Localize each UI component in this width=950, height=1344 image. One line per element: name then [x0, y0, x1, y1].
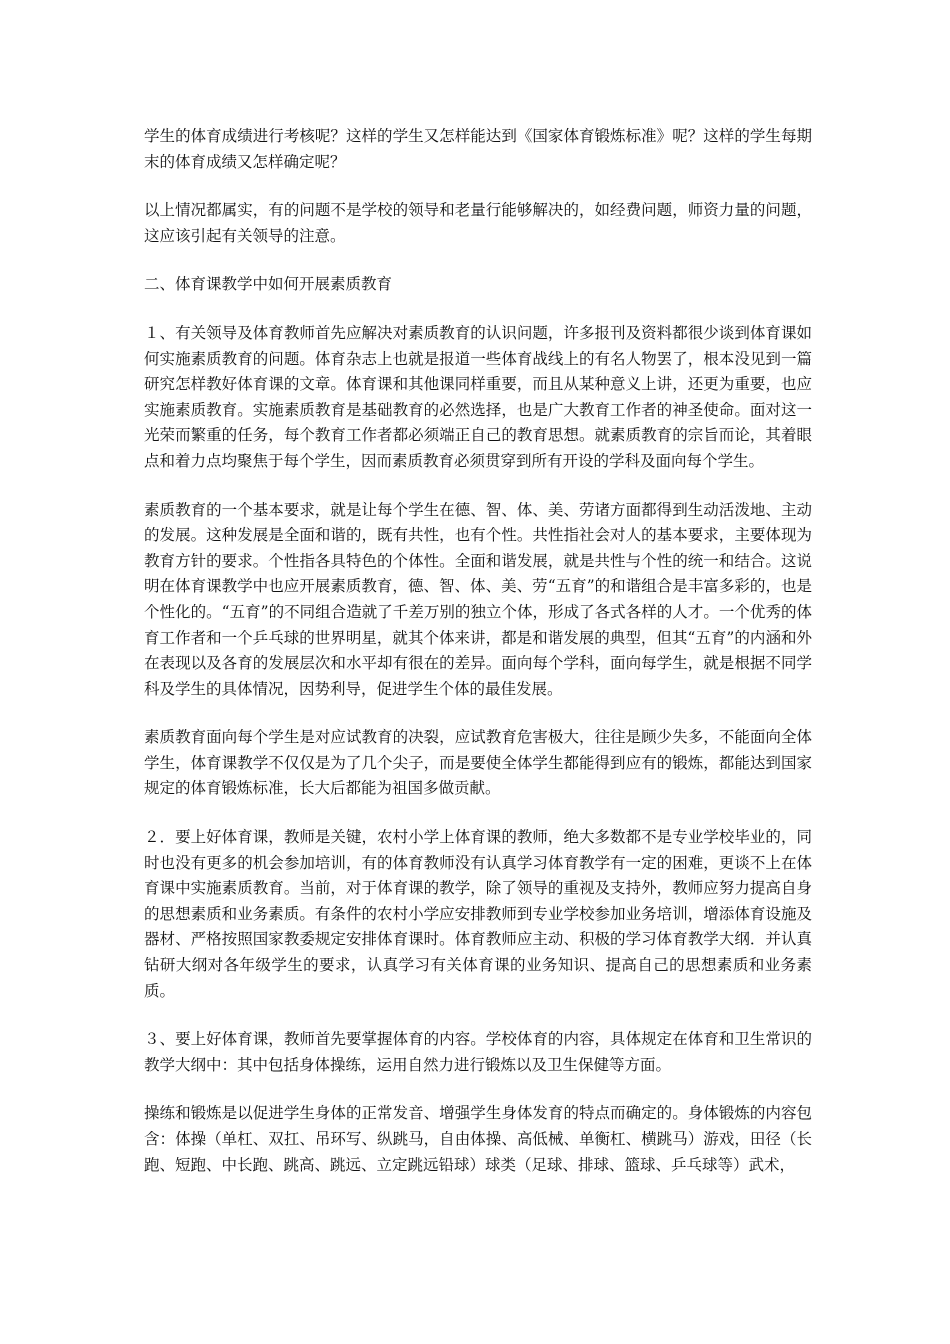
paragraph-funding-issue: 以上情况都属实，有的问题不是学校的领导和老量行能够解决的，如经费问题，师资力量的问题，这应该引起有关领导的注意。	[144, 201, 812, 245]
document-page	[144, 124, 812, 1201]
paragraph-intro-continuation: 学生的体育成绩进行考核呢？这样的学生又怎样能达到《国家体育锻炼标准》呢？这样的学生每期末的体育成绩又怎样确定呢？	[144, 127, 812, 171]
paragraph-exercise-content: 操练和锻炼是以促进学生身体的正常发音、增强学生身体发育的特点而确定的。身体锻炼的内容包含：体操（单杠、双扛、吊环写、纵跳马，自由体操、高低械、单衡杠、横跳马）游戏，田径（长跑、短跑、中长跑、跳高、跳远、立定跳远铅球）球类（足球、排球、篮球、乒乓球等）武术，	[144, 1104, 812, 1174]
paragraph-point-1: １、有关领导及体育教师首先应解决对素质教育的认识问题，许多报刊及资料都很少谈到体育课如何实施素质教育的问题。体育杂志上也就是报道一些体育战线上的有名人物罢了，根本没见到一篇研究怎样教好体育课的文章。体育课和其他课同样重要，而且从某种意义上讲，还更为重要，也应实施素质教育。实施素质教育是基础教育的必然选择，也是广大教育工作者的神圣使命。面对这一光荣而繁重的任务，每个教育工作者都必须端正自己的教育思想。就素质教育的宗旨而论，其着眼点和着力点均聚焦于每个学生，因而素质教育必须贯穿到所有开设的学科及面向每个学生。	[144, 323, 812, 470]
paragraph-point-2: ２．要上好体育课，教师是关键，农村小学上体育课的教师，绝大多数都不是专业学校毕业的，同时也没有更多的机会参加培训，有的体育教师没有认真学习体育教学有一定的困难，更谈不上在体育课中实施素质教育。当前，对于体育课的教学，除了领导的重视及支持外，教师应努力提高自身的思想素质和业务素质。有条件的农村小学应安排教师到专业学校参加业务培训，增添体育设施及器材、严格按照国家教委规定安排体育课时。体育教师应主动、积极的学习体育教学大纲．并认真钻研大纲对各年级学生的要求，认真学习有关体育课的业务知识、提高自己的思想素质和业务素质。	[144, 828, 812, 1000]
paragraph-every-student: 素质教育面向每个学生是对应试教育的决裂，应试教育危害极大，往往是顾少失多，不能面向全体学生，体育课教学不仅仅是为了几个尖子，而是要使全体学生都能得到应有的锻炼，都能达到国家规定的体育锻炼标准，长大后都能为祖国多做贡献。	[144, 728, 812, 798]
paragraph-basic-requirement: 素质教育的一个基本要求，就是让每个学生在德、智、体、美、劳诸方面都得到生动活泼地、主动的发展。这种发展是全面和谐的，既有共性，也有个性。共性指社会对人的基本要求，主要体现为教育方针的要求。个性指各具特色的个体性。全面和谐发展，就是共性与个性的统一和结合。这说明在体育课教学中也应开展素质教育，德、智、体、美、劳“五育”的和谐组合是丰富多彩的，也是个性化的。“五育”的不同组合造就了千差万别的独立个体，形成了各式各样的人才。一个优秀的体育工作者和一个乒乓球的世界明星，就其个体来讲，都是和谐发展的典型，但其“五育”的内涵和外在表现以及各育的发展层次和水平却有很在的差异。面向每个学科，面向每学生，就是根据不同学科及学生的具体情况，因势利导，促进学生个体的最佳发展。	[144, 500, 812, 698]
paragraph-point-3: ３、要上好体育课，教师首先要掌握体育的内容。学校体育的内容，具体规定在体育和卫生常识的教学大纲中：其中包括身体操练，运用自然力进行锻炼以及卫生保健等方面。	[144, 1030, 812, 1074]
section-heading: 二、体育课教学中如何开展素质教育	[144, 275, 393, 294]
